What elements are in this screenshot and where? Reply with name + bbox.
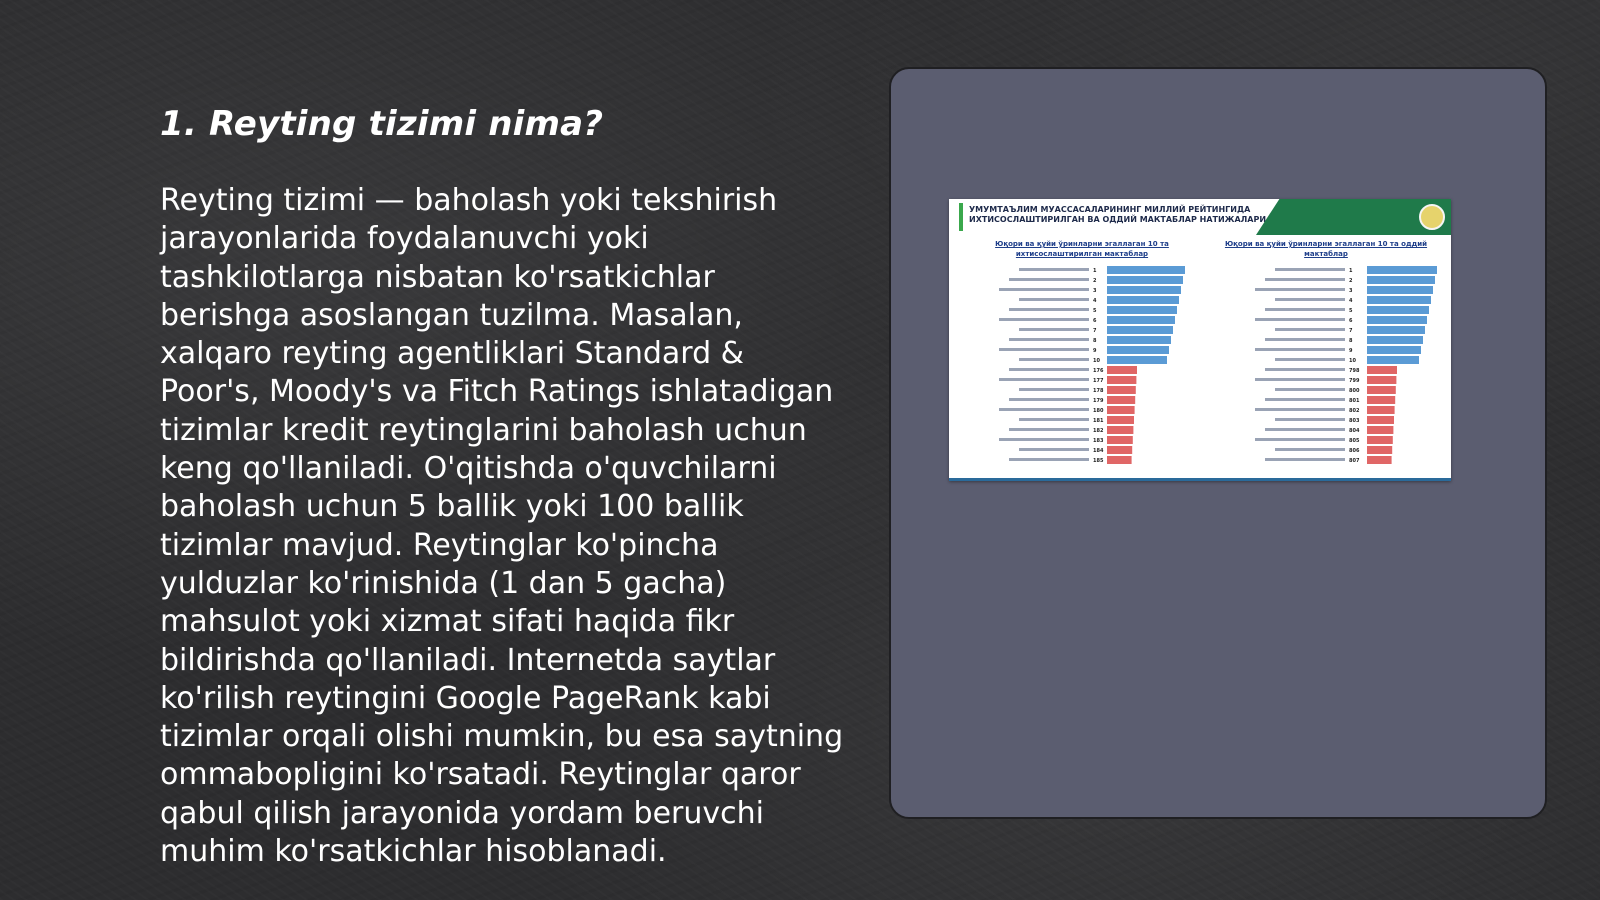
right-bottom-bar xyxy=(1367,406,1395,414)
right-rank: 798 xyxy=(1349,368,1360,374)
right-top-bar xyxy=(1367,316,1427,324)
left-label-line xyxy=(1019,328,1089,331)
right-top-bar xyxy=(1367,266,1437,274)
left-top-bar xyxy=(1107,356,1167,364)
left-rank: 182 xyxy=(1093,428,1104,434)
left-bottom-bar xyxy=(1107,376,1136,384)
right-label-line xyxy=(1275,328,1345,331)
right-label-line xyxy=(1275,388,1345,391)
right-label-line xyxy=(1275,268,1345,271)
left-rank: 183 xyxy=(1093,438,1104,444)
slide-header xyxy=(949,199,1451,235)
left-label-line xyxy=(999,288,1089,291)
right-bottom-bar xyxy=(1367,446,1392,454)
left-rank: 10 xyxy=(1093,358,1100,364)
left-bottom-bar xyxy=(1107,396,1135,404)
left-bottom-bar xyxy=(1107,446,1132,454)
rating-slide-image xyxy=(949,199,1451,481)
right-label-line xyxy=(1265,308,1345,311)
right-top-bar xyxy=(1367,306,1429,314)
right-label-line xyxy=(1275,418,1345,421)
left-rank: 2 xyxy=(1093,278,1097,284)
right-label-line xyxy=(1255,348,1345,351)
right-rank: 805 xyxy=(1349,438,1360,444)
left-rank: 179 xyxy=(1093,398,1104,404)
right-rank: 801 xyxy=(1349,398,1360,404)
left-label-line xyxy=(1009,338,1089,341)
right-rank: 802 xyxy=(1349,408,1360,414)
right-rank: 5 xyxy=(1349,308,1353,314)
right-label-line xyxy=(1255,378,1345,381)
left-label-line xyxy=(1009,308,1089,311)
left-top-bar xyxy=(1107,336,1171,344)
left-bottom-bar xyxy=(1107,436,1133,444)
left-bottom-bar xyxy=(1107,386,1136,394)
left-rank: 178 xyxy=(1093,388,1104,394)
right-bottom-bar xyxy=(1367,366,1397,374)
right-rank: 800 xyxy=(1349,388,1360,394)
left-rank: 9 xyxy=(1093,348,1097,354)
right-rank: 10 xyxy=(1349,358,1356,364)
left-top-bar xyxy=(1107,306,1177,314)
left-rank: 177 xyxy=(1093,378,1104,384)
left-label-line xyxy=(1019,268,1089,271)
left-label-line xyxy=(999,318,1089,321)
right-rank: 8 xyxy=(1349,338,1353,344)
left-rank: 8 xyxy=(1093,338,1097,344)
left-label-line xyxy=(1009,278,1089,281)
right-label-line xyxy=(1275,358,1345,361)
right-bottom-bar xyxy=(1367,456,1392,464)
left-label-line xyxy=(1019,358,1089,361)
left-label-line xyxy=(999,438,1089,441)
right-label-line xyxy=(1265,398,1345,401)
left-rank: 181 xyxy=(1093,418,1104,424)
body-paragraph: Reyting tizimi — baholash yoki tekshirish jarayonlarida foydalanuvchi yoki tashkilotlarga nisbatan ko'rsatkichlar berishga asoslangan tuzilma. Masalan, xalqaro reyting agentliklari Standard & Poor's, Moody's va Fitch Ratings ishlatadigan tizimlar kredit reytinglarini baholash uchun keng qo'llaniladi. O'qitishda o'quvchilarni baholash uchun 5 ballik yoki 100 ballik tizimlar mavjud. Reytinglar ko'pincha yulduzlar ko'rinishida (1 dan 5 gacha) mahsulot yoki xizmat sifati haqida fikr bildirishda qo'llaniladi. Internetda saytlar ko'rilish reytingini Google PageRank kabi tizimlar orqali olishi mumkin, bu esa saytning ommabopligini ko'rsatadi. Reytinglar qaror qabul qilish jarayonida yordam beruvchi muhim ko'rsatkichlar hisoblanadi. xyxy=(160,183,844,870)
right-label-line xyxy=(1265,428,1345,431)
left-label-line xyxy=(1009,458,1089,461)
right-bottom-bar xyxy=(1367,436,1393,444)
right-top-bar xyxy=(1367,276,1435,284)
left-rank: 5 xyxy=(1093,308,1097,314)
left-rank: 184 xyxy=(1093,448,1104,454)
left-top-bar xyxy=(1107,286,1181,294)
header-stripe xyxy=(959,203,963,231)
slide-footer xyxy=(949,478,1451,481)
right-label-line xyxy=(1265,458,1345,461)
right-top-bar xyxy=(1367,326,1425,334)
left-bottom-bar xyxy=(1107,426,1133,434)
left-label-line xyxy=(1019,388,1089,391)
right-bottom-bar xyxy=(1367,376,1396,384)
right-label-line xyxy=(1275,298,1345,301)
right-label-line xyxy=(1265,338,1345,341)
emblem-icon xyxy=(1419,204,1445,230)
left-rank: 176 xyxy=(1093,368,1104,374)
left-label-line xyxy=(1019,418,1089,421)
left-rank: 180 xyxy=(1093,408,1104,414)
right-rank: 804 xyxy=(1349,428,1360,434)
right-rank: 7 xyxy=(1349,328,1353,334)
right-rank: 6 xyxy=(1349,318,1353,324)
right-rank: 803 xyxy=(1349,418,1360,424)
right-bottom-bar xyxy=(1367,396,1395,404)
right-rank: 806 xyxy=(1349,448,1360,454)
left-bottom-bar xyxy=(1107,416,1134,424)
slide-header-title: УМУМТАЪЛИМ МУАССАСАЛАРИНИНГ МИЛЛИЙ РЕЙТИНГИДА ИХТИСОСЛАШТИРИЛГАН ВА ОДДИЙ МАКТАБЛАР НАТИЖАЛАРИ xyxy=(969,205,1267,224)
left-top-bar xyxy=(1107,316,1175,324)
left-top-bar xyxy=(1107,296,1179,304)
left-rank: 4 xyxy=(1093,298,1097,304)
left-rank: 185 xyxy=(1093,458,1104,464)
right-bottom-bar xyxy=(1367,386,1396,394)
left-top-bar xyxy=(1107,346,1169,354)
page-title: 1. Reyting tizimi nima? xyxy=(160,104,604,144)
left-label-line xyxy=(999,408,1089,411)
right-label-line xyxy=(1275,448,1345,451)
right-label-line xyxy=(1265,368,1345,371)
right-label-line xyxy=(1255,288,1345,291)
right-bottom-bar xyxy=(1367,426,1393,434)
right-rank: 2 xyxy=(1349,278,1353,284)
right-label-line xyxy=(1255,438,1345,441)
left-rank: 6 xyxy=(1093,318,1097,324)
left-label-line xyxy=(1009,398,1089,401)
left-bottom-bar xyxy=(1107,456,1132,464)
right-top-bar xyxy=(1367,286,1433,294)
left-top-bar xyxy=(1107,266,1185,274)
right-top-bar xyxy=(1367,296,1431,304)
left-bottom-bar xyxy=(1107,366,1137,374)
right-label-line xyxy=(1255,408,1345,411)
left-label-line xyxy=(1009,368,1089,371)
left-top-bar xyxy=(1107,276,1183,284)
left-label-line xyxy=(999,348,1089,351)
ranking-bars xyxy=(949,265,1451,475)
right-label-line xyxy=(1255,318,1345,321)
left-rank: 3 xyxy=(1093,288,1097,294)
left-bottom-bar xyxy=(1107,406,1135,414)
right-rank: 4 xyxy=(1349,298,1353,304)
left-label-line xyxy=(999,378,1089,381)
right-top-bar xyxy=(1367,356,1419,364)
right-rank: 9 xyxy=(1349,348,1353,354)
right-bottom-bar xyxy=(1367,416,1394,424)
left-label-line xyxy=(1019,298,1089,301)
left-rank: 1 xyxy=(1093,268,1097,274)
right-top-bar xyxy=(1367,336,1423,344)
left-label-line xyxy=(1009,428,1089,431)
right-rank: 1 xyxy=(1349,268,1353,274)
left-rank: 7 xyxy=(1093,328,1097,334)
right-chart-title: Юқори ва қуйи ўринларни эгаллаган 10 та оддий мактаблар xyxy=(1224,240,1428,258)
right-top-bar xyxy=(1367,346,1421,354)
left-label-line xyxy=(1019,448,1089,451)
right-rank: 807 xyxy=(1349,458,1360,464)
right-rank: 3 xyxy=(1349,288,1353,294)
right-rank: 799 xyxy=(1349,378,1360,384)
right-label-line xyxy=(1265,278,1345,281)
left-chart-title: Юқори ва қуйи ўринларни эгаллаган 10 та ихтисослаштирилган мактаблар xyxy=(995,240,1169,258)
left-top-bar xyxy=(1107,326,1173,334)
